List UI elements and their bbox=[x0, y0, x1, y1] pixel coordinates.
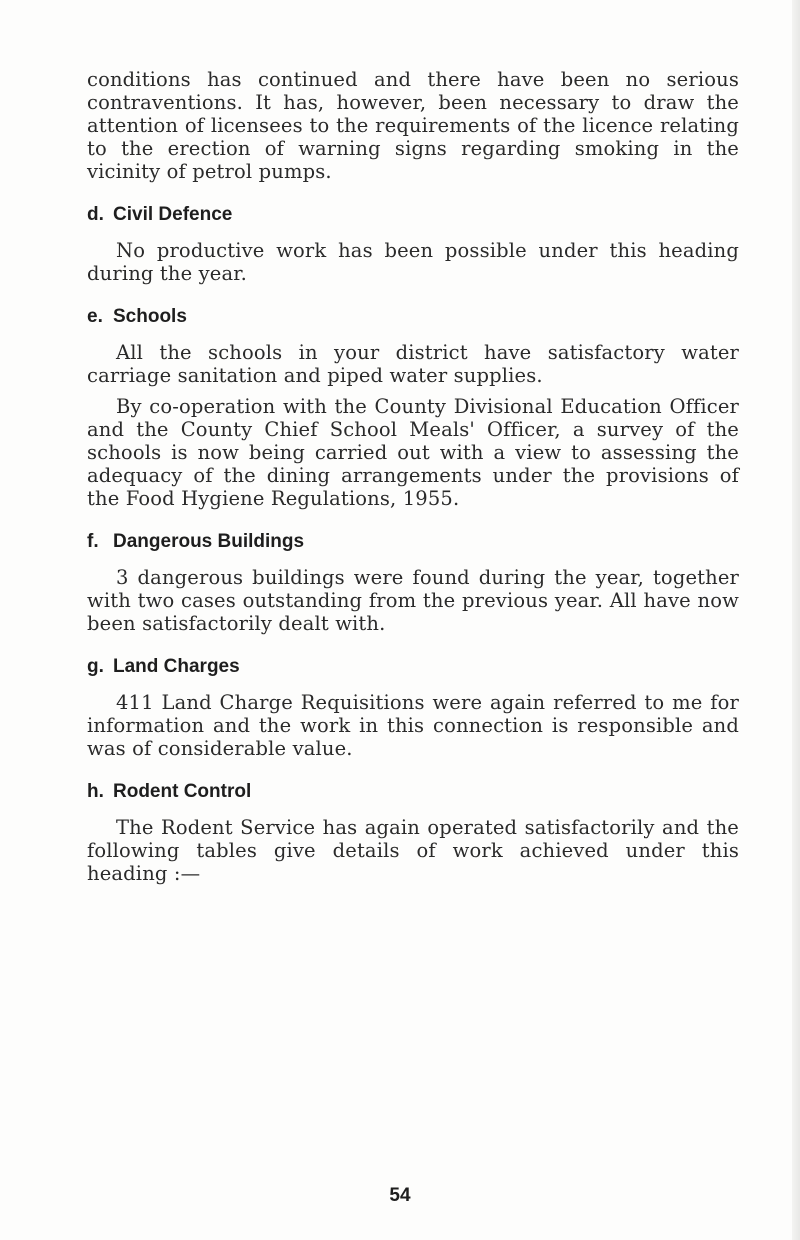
section-letter: e. bbox=[87, 306, 103, 327]
section-heading bbox=[87, 530, 739, 553]
section-letter: d. bbox=[87, 204, 104, 225]
page-body bbox=[87, 68, 739, 885]
section-title: Land Charges bbox=[113, 656, 240, 677]
section-heading bbox=[87, 305, 739, 328]
section-paragraph: By co-operation with the County Divisional Education Officer and the County Chief School Meals' Officer, a survey of the schools is now being carried out with a view to assessing the adequacy of the dining arrangements under the provisions of the Food Hygiene Regulations, 1955. bbox=[87, 395, 739, 510]
page-edge-shadow bbox=[792, 0, 800, 1240]
section-paragraph: The Rodent Service has again operated satisfactorily and the following tables give details of work achieved under this heading :— bbox=[87, 816, 739, 885]
section-title: Rodent Control bbox=[113, 781, 252, 802]
section-schools bbox=[87, 305, 739, 510]
section-paragraph: 3 dangerous buildings were found during the year, together with two cases outstanding from the previous year. All have now been satisfactorily dealt with. bbox=[87, 566, 739, 635]
section-letter: f. bbox=[87, 531, 99, 552]
section-heading bbox=[87, 655, 739, 678]
section-title: Civil Defence bbox=[113, 204, 233, 225]
intro-paragraph: conditions has continued and there have been no serious contraventions. It has, however, been necessary to draw the attention of licensees to the requirements of the licence relating to the erection of warning signs regarding smoking in the vicinity of petrol pumps. bbox=[87, 68, 739, 183]
section-dangerous-buildings bbox=[87, 530, 739, 635]
section-civil-defence bbox=[87, 203, 739, 285]
section-paragraph: No productive work has been possible under this heading during the year. bbox=[87, 239, 739, 285]
section-title: Schools bbox=[113, 306, 187, 327]
section-paragraph: 411 Land Charge Requisitions were again referred to me for information and the work in this connection is responsible and was of considerable value. bbox=[87, 691, 739, 760]
section-title: Dangerous Buildings bbox=[113, 531, 305, 552]
section-rodent-control bbox=[87, 780, 739, 885]
section-letter: g. bbox=[87, 656, 104, 677]
section-land-charges bbox=[87, 655, 739, 760]
section-heading bbox=[87, 203, 739, 226]
section-heading bbox=[87, 780, 739, 803]
page-number: 54 bbox=[389, 1185, 411, 1206]
section-paragraph: All the schools in your district have satisfactory water carriage sanitation and piped water supplies. bbox=[87, 341, 739, 387]
section-letter: h. bbox=[87, 781, 104, 802]
